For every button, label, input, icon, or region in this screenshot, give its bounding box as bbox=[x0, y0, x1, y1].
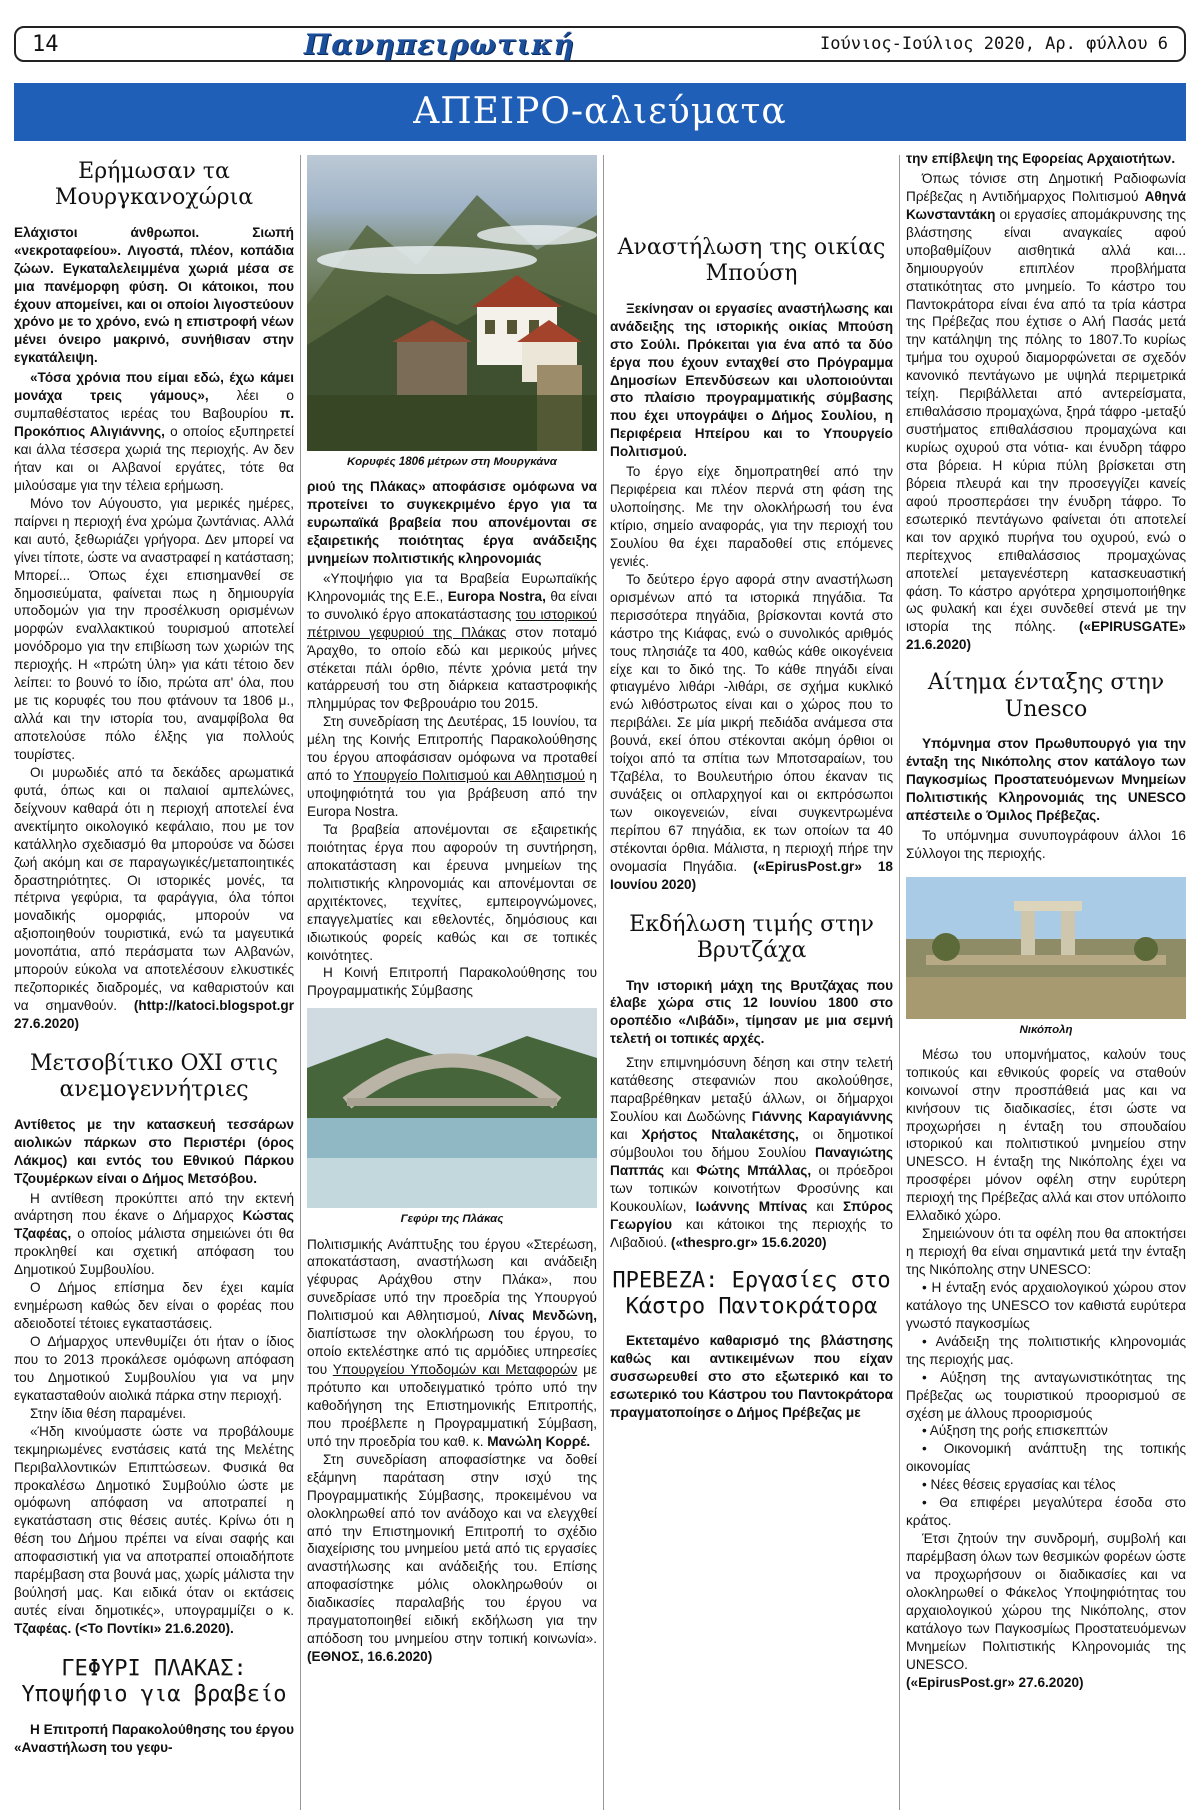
column-1 bbox=[14, 155, 294, 1759]
article-paragraph: Σημειώνουν ότι τα οφέλη που θα αποκτήσει η περιοχή θα είναι σημαντικά μετά την ένταξη της Νικόπολης στην UNESCO: bbox=[906, 1226, 1186, 1278]
issue-info: Ιούνιος-Ιούλιος 2020, Αρ. φύλλου 6 bbox=[820, 34, 1168, 54]
article-source: («EpirusPost.gr» 27.6.2020) bbox=[906, 1674, 1084, 1690]
article-source: («EpirusPost.gr» 18 Ιουνίου 2020) bbox=[610, 858, 893, 892]
article-lead: Την ιστορική μάχη της Βρυτζάχας που έλαβε χώρα στις 12 Ιουνίου 1800 στο οροπέδιο «Λιβάδι», τίμησαν με μια σεμνή τελετή οι τοπικές αρχές. bbox=[610, 977, 893, 1047]
article-paragraph: Στη συνεδρίαση της Δευτέρας, 15 Ιουνίου, τα μέλη της Κοινής Επιτροπής Παρακολούθησης του έργου αποφάσισαν ομόφωνα να προταθεί από το Υπουργείο Πολιτισμού και Αθλητισμού η υποψηφιότητά του για βράβευση από την Europa Nostra. bbox=[307, 714, 597, 820]
article-paragraph: Στη συνεδρίαση αποφασίστηκε να δοθεί εξάμηνη παράταση στην ισχύ της Προγραμματικής Σύμβασης, προκειμένου να ολοκληρωθεί από τον ανάδοχο και να ελεγχθεί από την Επιστημονική Επιτροπή το σχέδιο διαχείρισης του μνημείου μετά από τις εργασίες αναστήλωσης και ανάδειξής του. Επίσης αποφασίστηκε μόλις ολοκληρωθούν οι διαδικασίες παραλαβής του έργου να πραγματοποιηθεί ειδική εκδήλωση για την απόδοση του μνημείου στην τοπική κοινωνία». (ΕΘΝΟΣ, 16.6.2020) bbox=[307, 1451, 597, 1665]
list-item: • Νέες θέσεις εργασίας και τέλος bbox=[922, 1477, 1116, 1493]
list-item: • Αύξηση της ανταγωνιστικότητας της Πρέβεζας ως τουριστικού προορισμού σε σχέση με άλλους προορισμούς bbox=[906, 1369, 1186, 1421]
article-lead: Αντίθετος με την κατασκευή τεσσάρων αιολικών πάρκων στο Περιστέρι (όρος Λάκμος) και εντός του Εθνικού Πάρκου Τζουμέρκων είναι ο Δήμος Μετσόβου. bbox=[14, 1116, 294, 1186]
article-paragraph: Μέσω του υπομνήματος, καλούν τους τοπικούς και εθνικούς φορείς να σταθούν κοινωνοί στην προσπάθειά μας και να κινήσουν τις διαδικασίες, έτσι ώστε να προχωρήσει η ένταξη του σπουδαίου ιστορικού και πολιτιστικού μνημείου στην UNESCO. Η ένταξη της Νικόπολης έχει να προσφέρει μόνον οφέλη στην ευρύτερη περιοχή της Πρέβεζας αλλά και στον υπόλοιπο Ελλαδικό χώρο. bbox=[906, 1046, 1186, 1224]
nikopoli-ruins-photo bbox=[906, 877, 1186, 1019]
article-lead: Η Επιτροπή Παρακολούθησης του έργου «Αναστήλωση του γεφυ- bbox=[14, 1721, 294, 1755]
photo-caption: Νικόπολη bbox=[1019, 1023, 1073, 1036]
column-divider bbox=[899, 155, 900, 1810]
list-item: • Ανάδειξη της πολιτιστικής κληρονομιάς της περιοχής μας. bbox=[906, 1333, 1186, 1367]
article-title: Εκδήλωση τιμής στην Βρυτζάχα bbox=[629, 911, 874, 964]
article-paragraph: Το δεύτερο έργο αφορά στην αναστήλωση ορισμένων από τα ιστορικά πηγάδια. Τα περισσότερα πηγάδια, βρίσκονται κοντά στο κάστρο της Κιάφας, ενώ ο συνολικός αριθμός τους πλησιάζε τα 400, καθώς κάθε οικογένεια είχε και το δικό της. Το κάθε πηγάδι είναι φτιαγμένο λιθάρι -λιθάρι, σε σχήμα κυκλικό ενώ λιθόστρωτος είναι και ο χώρος που το περιβάλει. Σε μία μικρή πεδιάδα ανάμεσα στα βουνά, εκεί όπου στέκονται ακόμη όρθιοι οι τοίχοι από τα σπίτια των Μποτσαραίων, του Τζαβέλα, το Βουλευτήριο όπου έκαναν τις συνάξεις οι οπλαρχηγοί και οι εκπρόσωποι των οικογενειών, είναι συγκεντρωμένα περίπου 67 πηγάδια, εκ των οποίων τα 40 στέκονται όρθια. Μάλιστα, η περιοχή πήρε την ονομασία Πηγάδια. («EpirusPost.gr» 18 Ιουνίου 2020) bbox=[610, 571, 893, 892]
article-paragraph: «Υποψήφιο για τα Βραβεία Ευρωπαϊκής Κληρονομιάς της Ε.Ε., Europa Nostra, θα είναι το συνολικό έργο αποκατάστασης του ιστορικού πέτρινου γεφυριού της Πλάκας στον ποταμό Άραχθο, το οποίο εδώ και μερικούς μήνες στέκεται πάλι όρθιο, πέντε χρόνια μετά την κατάρρευσή του στη διάρκεια καταστροφικής πλημμύρας τον Φεβρουάριο του 2015. bbox=[307, 570, 597, 712]
article-paragraph: Μόνο τον Αύγουστο, για μερικές ημέρες, παίρνει η περιοχή ένα χρώμα ζωντάνιας. Αλλά και αυτό, ξεθωριάζει γρήγορα. Δεν μπορεί να γίνει τίποτε, ώστε να αναστραφεί η κατάσταση; Μπορεί... Όπως έχει επισημανθεί σε δημοσιεύματα, φαίνεται πως η δημιουργία υποδομών για την προσέλκυση ορισμένων μορφών εναλλακτικού τουρισμού αποτελεί μονόδρομο για την επιβίωση των χωριών της περιοχής. Η «πρώτη ύλη» για κάτι τέτοιο δεν λείπει: το βουνό το ίδιο, πρώτα απ' όλα, που με τις κορυφές του που φτάνουν τα 1806 μ., αλλά και την ιστορία του, αναμφίβολα θα αποτελούσε πόλο έλξης για πολλούς τουρίστες. bbox=[14, 495, 294, 762]
article-paragraph: Όπως τόνισε στη Δημοτική Ραδιοφωνία Πρέβεζας η Αντιδήμαρχος Πολιτισμού Αθηνά Κωνσταντάκη οι εργασίες απομάκρυνσης της βλάστησης είναι αναγκαίες αφού υποβαθμίζουν αισθητικά αλλά και... δημιουργούν επιπλέον προβλήματα στατικότητας στο μνημείο. Το κάστρο του Παντοκράτορα είναι ένα από τα τρία κάστρα της Πρέβεζας που έχτισε ο Αλή Πασάς μετά την κατάληψη της πόλης το 1807.Το κυρίως τμήμα του οχυρού διαμορφώνεται σε σχεδόν κανονικό πεντάγωνο με υψηλά περιμετρικά τείχη. Περιβάλλεται από αντερείσματα, επιθαλάσσιο προμαχώνα, ξηρά τάφρο -μεταξύ συστήματος επιθαλάσσιου προμαχώνα και κυρίως οχυρού στα νότια- και ένυδρη τάφρο στα βόρεια. Η κύρια πύλη βρίσκεται στη βόρεια πλευρά και την προσεγγίζει κανείς αφού προσπεράσει την ένυδρη τάφρο. Το εσωτερικό πεντάγωνο φαίνεται ότι αποτελεί και τον αρχικό πυρήνα του οχυρού, ενώ ο περίτεχνος επιθαλάσσιος προμαχώνας αποτελεί μεταγενέστερη κατασκευαστική φάση. Το κάστρο αργότερα χρησιμοποιήθηκε ως φυλακή και έχει συνδεθεί στενά με την ιστορία της πόλης. («EPIRUSGATE» 21.6.2020) bbox=[906, 170, 1186, 653]
article-paragraph: «Ήδη κινούμαστε ώστε να προβάλουμε τεκμηριωμένες ενστάσεις κατά της Μελέτης Περιβαλλοντικών Επιπτώσεων. Φυσικά θα προκαλέσω Δημοτικό Συμβούλιο ώστε με ομόφωνη απόφαση να αποτραπεί η εγκατάσταση στις θέσεις αυτές. Κρίνω ότι η θέση του Δήμου πρέπει να είναι σαφής και αποφασιστική για να αποτραπεί οποιαδήποτε παρέμβαση στα βουνά μας, χωρίς μάλιστα την βούλησή μας. Και ειδικά όταν οι εκτάσεις αυτές είναι δημοτικές», υπογραμμίζει ο κ. Τζαφέας. (<Το Ποντίκι» 21.6.2020). bbox=[14, 1423, 294, 1636]
masthead-logo: Πανηπειρωτική bbox=[303, 27, 575, 61]
list-item: • Η ένταξη ενός αρχαιολογικού χώρου στον κατάλογο της UNESCO τον καθιστά ευρύτερα γνωστό παγκοσμίως bbox=[906, 1279, 1186, 1331]
article-lead: Υπόμνημα στον Πρωθυπουργό για την ένταξη της Νικόπολης στον κατάλογο των Παγκοσμίως Προστατευόμενων Μνημείων Πολιτιστικής Κληρονομιάς της UNESCO απέστειλε ο Όμιλος Πρέβεζας. bbox=[906, 736, 1186, 823]
article-paragraph: Στην επιμνημόσυνη δέηση και στην τελετή κατάθεσης στεφανιών που ακολούθησε, παραβρέθηκαν μεταξύ άλλων, οι δήμαρχοι Σουλίου και Δωδώνης Γιάννης Καραγιάννης και Χρήστος Νταλακέτσης, οι δημοτικοί σύμβουλοι του δήμου Σουλίου Παναγιώτης Παππάς και Φώτης Μπάλλας, οι πρόεδροι των τοπικών κοινοτήτων Φροσύνης και Κουκουλίων, Ιωάννης Μπίνας και Σπύρος Γεωργίου και κάτοικοι της περιοχής το Λιβαδιού. («thespro.gr» 15.6.2020) bbox=[610, 1055, 893, 1250]
article-paragraph: Ο Δήμος επίσημα δεν έχει καμία ενημέρωση καθώς δεν είναι ο φορέας που αδειοδοτεί τέτοιες εγκαταστάσεις. bbox=[14, 1280, 294, 1332]
article-title: ΠΡΕΒΕΖΑ: Εργασίες στο Κάστρο Παντοκράτορα bbox=[612, 1267, 891, 1319]
article-title: Ερήμωσαν τα Μουργκανοχώρια bbox=[54, 159, 254, 211]
article-paragraph: Έτσι ζητούν την συνδρομή, συμβολή και παρέμβαση όλων των θεσμικών φορέων ώστε να προχωρήσουν οι διαδικασίες και να ολοκληρωθεί ο Φάκελος Υποψηφιότητας του αρχαιολογικού χώρου της Νικόπολης, στον κατάλογο των Παγκοσμίως Προστατευόμενων Μνημείων Πολιτιστικής Κληρονομιάς της UNESCO. bbox=[906, 1531, 1186, 1672]
section-title: ΑΠΕΙΡΟ-αλιεύματα bbox=[14, 83, 1186, 141]
article-paragraph: «Τόσα χρόνια που είμαι εδώ, έχω κάμει μονάχα τρεις γάμους», λέει ο συμπαθέστατος ιερέας του Βαβουρίου π. Προκόπιος Αλιγιάννης, ο οποίος εξυπηρετεί και άλλα τέσσερα χωριά της περιοχής. Αν δεν ήταν και οι Αλβανοί εργάτες, τότε θα μιλούσαμε για την τέλεια ερήμωση. bbox=[14, 370, 294, 493]
column-divider bbox=[300, 155, 301, 1810]
article-lead: Ξεκίνησαν οι εργασίες αναστήλωσης και ανάδειξης της ιστορικής οικίας Μπούση στο Σούλι. Πρόκειται για ένα από τα δύο έργα που έχουν ενταχθεί στο Πρόγραμμα Δημοσίων Επενδύσεων και υλοποιούνται στο πλαίσιο προγραμματικής σύμβασης που έχει υπογράψει ο Δήμος Σουλίου, η Περιφέρεια Ηπείρου και το Υπουργείο Πολιτισμού. bbox=[610, 300, 893, 460]
article-source: (http://katoci.blogspot.gr 27.6.2020) bbox=[14, 998, 294, 1032]
article-paragraph: Η Κοινή Επιτροπή Παρακολούθησης του Προγραμματικής Σύμβασης bbox=[307, 965, 597, 999]
article-title: Αίτημα ένταξης στην Unesco bbox=[927, 670, 1165, 722]
article-source: («thespro.gr» 15.6.2020) bbox=[670, 1234, 827, 1250]
article-paragraph: Οι μυρωδιές από τα δεκάδες αρωματικά φυτά, όπως και οι παλαιοί αμπελώνες, δείχνουν καθαρά ότι η περιοχή αποτελεί ένα ανεκτίμητο οικολογικό κεφάλαιο, που με τον κατάλληλο σχεδιασμό θα μπορούσε να δώσει ζωή ακόμη και σε παραγωγικές/μεταποιητικές δραστηριότητες. Οι ιστορικές μονές, τα πέτρινα γεφύρια, τα φαράγγια, όλα τόποι μοναδικής ομορφιάς, μπορούν να αξιοποιηθούν τουριστικά, ενώ τα μαγευτικά μονοπάτια, από περάσματα των Αλβανών, μπορούν εύκολα να αποτελέσουν ελκυστικές πεζοπορικές διαδρομές, να καθαριστούν και να σημανθούν. (http://katoci.blogspot.gr 27.6.2020) bbox=[14, 764, 294, 1032]
stone-bridge-photo bbox=[307, 1008, 597, 1208]
article-lead: Εκτεταμένο καθαρισμό της βλάστησης καθώς και αντικειμένων που είχαν συσσωρευθεί στο στο εξωτερικό και το εσωτερικό του Κάστρου του Παντοκράτορα πραγματοποίησε ο Δήμος Πρέβεζας με bbox=[610, 1333, 893, 1421]
article-source: («EPIRUSGATE» 21.6.2020) bbox=[906, 619, 1186, 653]
article-paragraph: Πολιτισμικής Ανάπτυξης του έργου «Στερέωση, αποκατάσταση, αναστήλωση και ανάδειξη γέφυρας Αράχθου στην Πλάκα», που συνεδρίασε υπό την προεδρία της Υπουργού Πολιτισμού και Αθλητισμού, Λίνας Μενδώνη, διαπίστωσε την ολοκλήρωση του έργου, το οποίο εκτελέστηκε από τις αρμόδιες υπηρεσίες του Υπουργείου Υποδομών και Μεταφορών με πρότυπο και υποδειγματικό τρόπο υπό την καθοδήγηση της Επιστημονικής Επιτροπής, που προέβλεπε η Προγραμματική Σύμβαση, υπό την προεδρία του καθ. κ. Μανώλη Κορρέ. bbox=[307, 1236, 598, 1449]
article-lead: ριού της Πλάκας» αποφάσισε ομόφωνα να προτείνει το συγκεκριμένο έργο για τα ευρωπαϊκά βραβεία που απονέμονται σε εξαιρετικής ποιότητας έργα ανάδειξης μνημείων πολιτιστικής κληρονομιάς bbox=[307, 479, 597, 566]
article-source: (ΕΘΝΟΣ, 16.6.2020) bbox=[307, 1649, 433, 1665]
column-2 bbox=[307, 155, 597, 1666]
mountain-village-photo bbox=[307, 155, 597, 451]
article-title: Μετσοβίτικο ΟΧΙ στις ανεμογεννήτριες bbox=[29, 1050, 278, 1103]
page-number: 14 bbox=[32, 31, 59, 57]
article-lead: την επίβλεψη της Εφορείας Αρχαιοτήτων. bbox=[906, 151, 1176, 166]
article-paragraph: Το έργο είχε δημοπρατηθεί από την Περιφέρεια και πλέον περνά στη φάση της υλοποίησης. Με την ολοκλήρωσή του ένα κτίριο, σημείο αναφοράς, για την περιοχή του Σουλίου θα έχει παραδοθεί στις επόμενες γενιές. bbox=[610, 464, 893, 569]
page-header bbox=[14, 26, 1186, 62]
list-item: • Αύξηση της ροής επισκεπτών bbox=[922, 1423, 1108, 1439]
benefits-list bbox=[906, 1279, 1186, 1530]
column-3 bbox=[610, 155, 893, 1424]
column-divider bbox=[603, 155, 604, 1810]
photo-caption: Κορυφές 1806 μέτρων στη Μουργκάνα bbox=[347, 456, 557, 468]
photo-caption: Γεφύρι της Πλάκας bbox=[400, 1213, 504, 1226]
article-paragraph: Στην ίδια θέση παραμένει. bbox=[30, 1405, 187, 1421]
article-paragraph: Ο Δήμαρχος υπενθυμίζει ότι ήταν ο ίδιος που το 2013 προκάλεσε ομόφωνη απόφαση του Δημοτικού Συμβουλίου για να μην εγκατασταθούν αιολικά πάρκα στην περιοχή. bbox=[14, 1334, 294, 1403]
article-paragraph: Το υπόμνημα συνυπογράφουν άλλοι 16 Σύλλογοι της περιοχής. bbox=[906, 827, 1186, 861]
article-lead: Ελάχιστοι άνθρωποι. Σιωπή «νεκροταφείου». Λιγοστά, πλέον, κοπάδια ζώων. Εγκαταλελειμμένα χωριά μέσα σε μια πανέμορφη φύση. Οι κάτοικοι, που έχουν απομείνει, και οι οποίοι λιγοστεύουν χρόνο με το χρόνο, ενώ η επιστροφή νέων μένει όνειρο μακρινό, συνήθισαν στην εγκατάλειψη. bbox=[14, 224, 294, 366]
article-paragraph: Η αντίθεση προκύπτει από την εκτενή ανάρτηση που έκανε ο Δήμαρχος Κώστας Τζαφέας, ο οποίος μάλιστα σημειώνει ότι θα προκληθεί και σχετική απόφαση του Δημοτικού Συμβουλίου. bbox=[14, 1190, 294, 1278]
article-title: Αναστήλωση της οικίας Μπούση bbox=[617, 235, 886, 287]
column-4 bbox=[906, 150, 1186, 1692]
article-title: ΓΕΦΥΡΙ ΠΛΑΚΑΣ: Υποψήφιο για βραβείο bbox=[21, 1655, 287, 1708]
article-paragraph: Τα βραβεία απονέμονται σε εξαιρετικής ποιότητας έργα που αφορούν τη συντήρηση, αποκατάσταση και έρευνα μνημείων της πολιτιστικής κληρονομιάς και απονέμονται σε αρχιτέκτονες, τεχνίτες, εμπειρογνώμονες, επαγγελματίες και εθελοντές, δημόσιους και ιδιωτικούς φορείς καθώς και σε τοπικές κοινότητες. bbox=[307, 821, 597, 963]
list-item: • Θα επιφέρει μεγαλύτερα έσοδα στο κράτος. bbox=[906, 1495, 1186, 1529]
list-item: • Οικονομική ανάπτυξη της τοπικής οικονομίας bbox=[906, 1441, 1186, 1475]
